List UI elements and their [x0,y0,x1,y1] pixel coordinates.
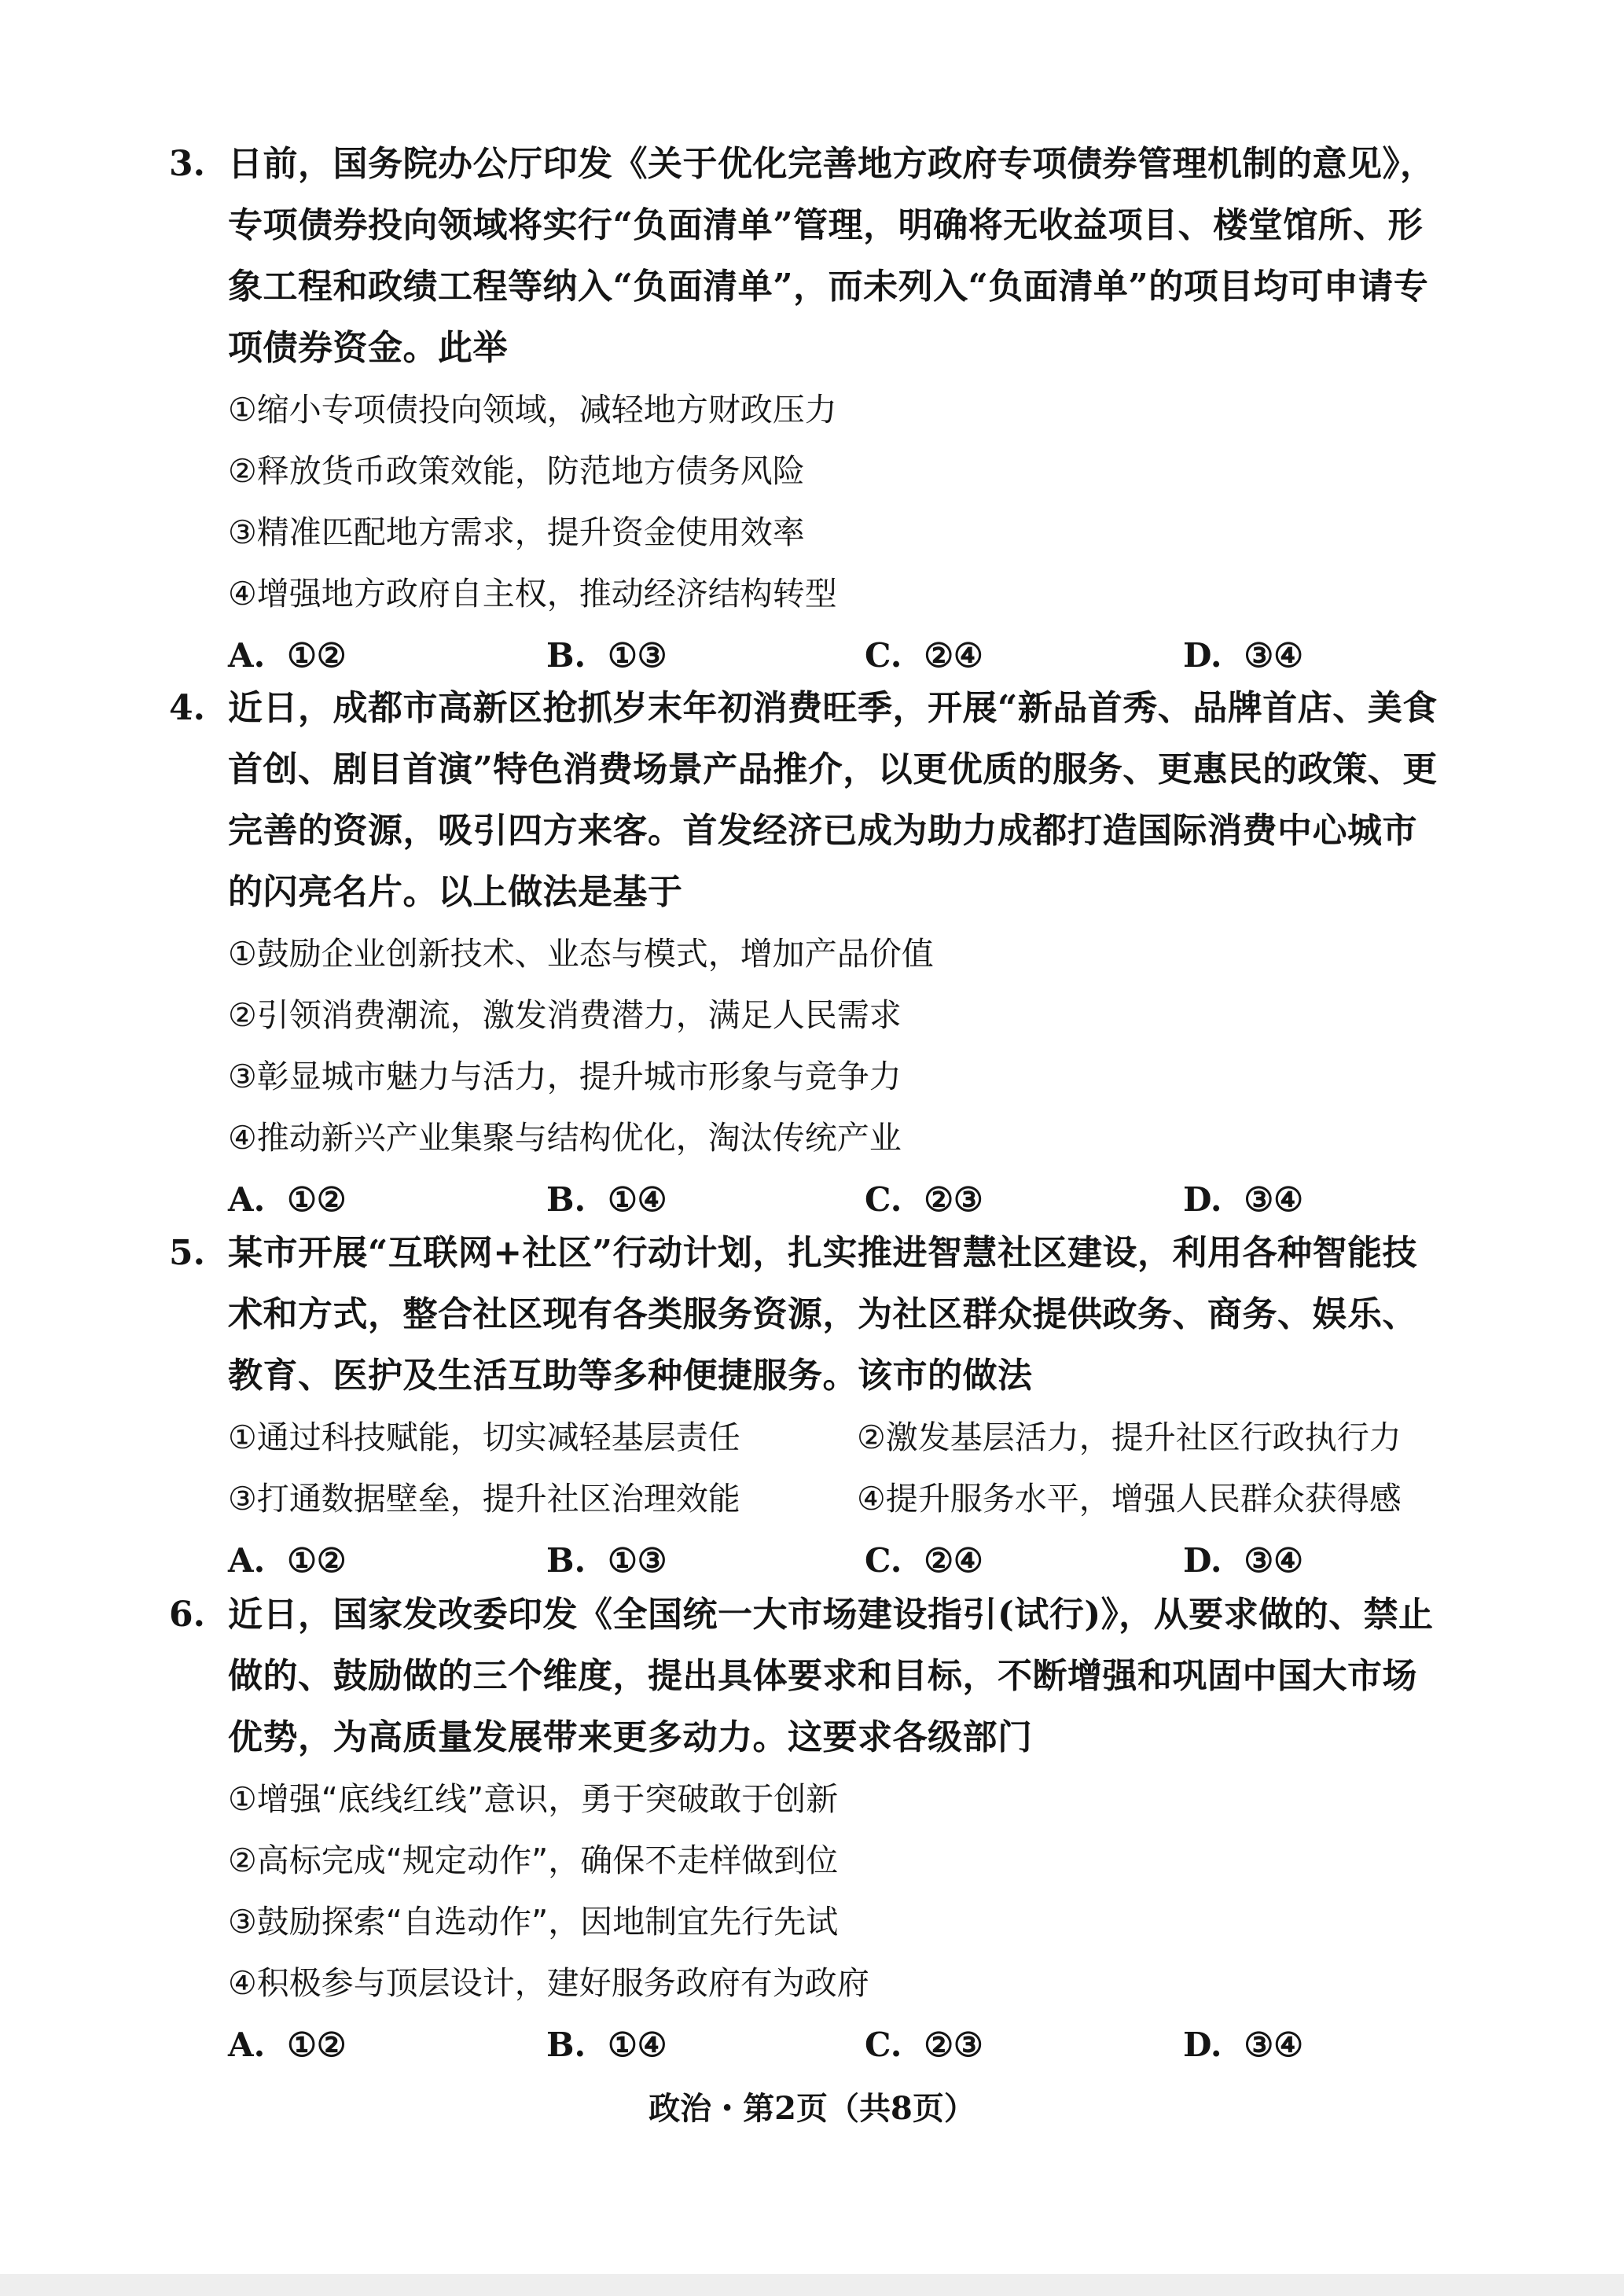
option-2: ②释放货币政策效能，防范地方债务风险 [228,452,805,490]
question-3 [169,134,1442,687]
choice-value: ③④ [1244,2026,1303,2064]
choice-letter: A. [228,1541,266,1580]
choice-value: ③④ [1244,1541,1303,1580]
option-3: ③精准匹配地方需求，提升资金使用效率 [228,513,805,551]
option-2: ②引领消费潮流，激发消费潜力，满足人民需求 [228,996,902,1034]
choice-letter: C. [865,1180,902,1219]
option-1: ①缩小专项债投向领域，减轻地方财政压力 [228,391,837,429]
option-2: ②激发基层活力，提升社区行政执行力 [857,1418,1402,1456]
choice-letter: C. [865,2026,902,2064]
choice-b [546,2014,865,2077]
choice-value: ①④ [608,1180,667,1219]
choice-value: ②④ [924,1541,983,1580]
choice-value: ②③ [924,2026,983,2064]
choice-letter: B. [546,1541,586,1580]
scan-edge [0,2274,1624,2296]
option-4: ④积极参与顶层设计，建好服务政府有为政府 [228,1964,869,2002]
choice-value: ②④ [924,636,983,675]
choice-letter: C. [865,1541,902,1580]
question-number: 6. [169,1595,205,1635]
choice-value: ③④ [1244,636,1303,675]
answer-choices [228,1529,1442,1592]
question-number: 3. [169,144,205,184]
choice-value: ②③ [924,1180,983,1219]
option-1: ①鼓励企业创新技术、业态与模式，增加产品价值 [228,935,934,973]
choice-letter: D. [1183,636,1222,675]
question-stem: 近日，成都市高新区抢抓岁末年初消费旺季，开展“新品首秀、品牌首店、美食首创、剧目首演”特色消费场景产品推介，以更优质的服务、更惠民的政策、更完善的资源，吸引四方来客。首发经济已成为助力成都打造国际消费中心城市的闪亮名片。以上做法是基于 [228,688,1438,912]
choice-letter: D. [1183,1541,1222,1580]
choice-c [865,1529,1183,1592]
question-stem: 某市开展“互联网+社区”行动计划，扎实推进智慧社区建设，利用各种智能技术和方式，整合社区现有各类服务资源，为社区群众提供政务、商务、娱乐、教育、医护及生活互助等多种便捷服务。该市的做法 [228,1233,1417,1396]
question-stem: 近日，国家发改委印发《全国统一大市场建设指引(试行)》，从要求做的、禁止做的、鼓励做的三个维度，提出具体要求和目标，不断增强和巩固中国大市场优势，为高质量发展带来更多动力。这要求各级部门 [228,1595,1434,1757]
choice-letter: B. [546,1180,586,1219]
choice-letter: D. [1183,2026,1222,2064]
choice-d [1183,1529,1501,1592]
choice-c [865,1168,1183,1231]
page-footer: 政治・第2页（共8页） [648,2090,976,2127]
option-3: ③鼓励探索“自选动作”，因地制宜先行先试 [228,1903,839,1941]
option-4: ④推动新兴产业集聚与结构优化，淘汰传统产业 [228,1119,902,1157]
choice-d [1183,2014,1501,2077]
choice-value: ①④ [608,2026,667,2064]
choice-b [546,1529,865,1592]
answer-choices [228,2014,1442,2077]
option-1: ①增强“底线红线”意识，勇于突破敢于创新 [228,1780,839,1818]
question-number: 4. [169,688,205,728]
answer-choices [228,1168,1442,1231]
option-2: ②高标完成“规定动作”，确保不走样做到位 [228,1842,839,1879]
choice-letter: D. [1183,1180,1222,1219]
choice-letter: C. [865,636,902,675]
choice-value: ①② [287,1180,347,1219]
question-4 [169,678,1442,1231]
choice-c [865,2014,1183,2077]
options-grid [228,1407,1442,1529]
choice-letter: A. [228,2026,266,2064]
choice-value: ③④ [1244,1180,1303,1219]
option-4: ④提升服务水平，增强人民群众获得感 [857,1480,1402,1518]
question-stem: 日前，国务院办公厅印发《关于优化完善地方政府专项债券管理机制的意见》，专项债券投向领域将实行“负面清单”管理，明确将无收益项目、楼堂馆所、形象工程和政绩工程等纳入“负面清单”，而未列入“负面清单”的项目均可申请专项债券资金。此举 [228,144,1435,368]
choice-letter: A. [228,1180,266,1219]
choice-a [228,1529,546,1592]
choice-value: ①② [287,636,347,675]
choice-letter: B. [546,636,586,675]
choice-a [228,2014,546,2077]
choice-value: ①③ [608,636,667,675]
option-3: ③打通数据壁垒，提升社区治理效能 [228,1480,740,1518]
choice-a [228,1168,546,1231]
option-4: ④增强地方政府自主权，推动经济结构转型 [228,575,837,613]
option-1: ①通过科技赋能，切实减轻基层责任 [228,1418,740,1456]
choice-value: ①② [287,2026,347,2064]
choice-letter: B. [546,2026,586,2064]
choice-d [1183,1168,1501,1231]
choice-letter: A. [228,636,266,675]
choice-value: ①② [287,1541,347,1580]
question-5 [169,1223,1442,1592]
question-6 [169,1584,1442,2077]
option-3: ③彰显城市魅力与活力，提升城市形象与竞争力 [228,1058,902,1095]
choice-b [546,1168,865,1231]
choice-value: ①③ [608,1541,667,1580]
question-number: 5. [169,1233,205,1273]
